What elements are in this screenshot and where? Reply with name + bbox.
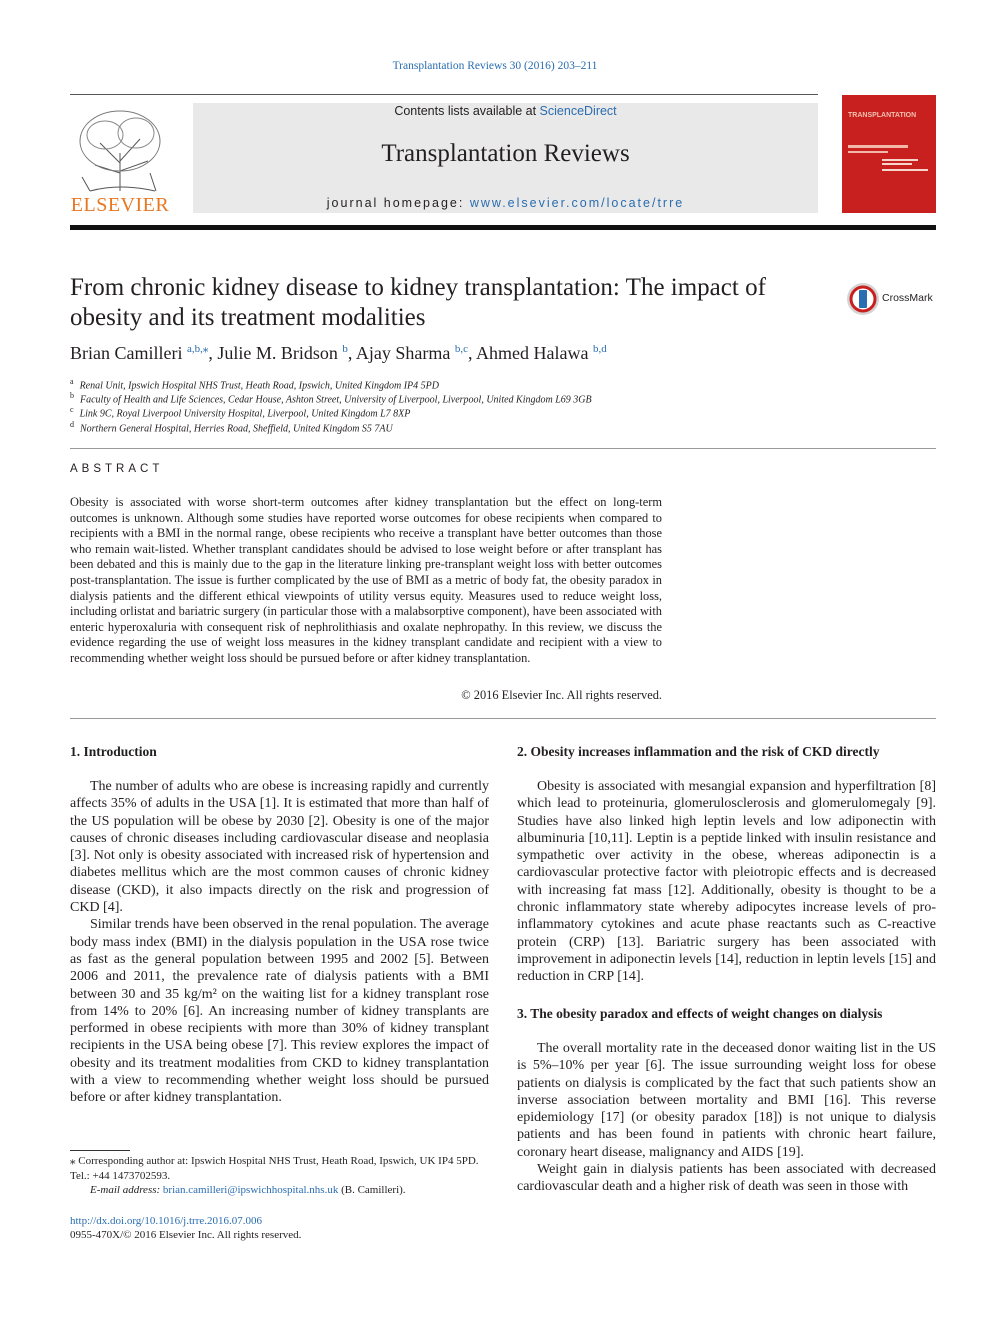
author-affiliation-marker[interactable]: b <box>342 343 348 355</box>
right-column-section-2 <box>517 778 936 986</box>
footnote-rule <box>70 1150 130 1151</box>
author-name[interactable]: Ahmed Halawa <box>476 343 589 363</box>
cover-title: TRANSPLANTATION <box>848 112 917 119</box>
homepage-prefix: journal homepage: <box>326 196 470 210</box>
section-heading: 2. Obesity increases inflammation and the risk of CKD directly <box>517 744 880 759</box>
paragraph: Obesity is associated with mesangial expansion and hyperfiltration [8] which lead to proteinuria, glomerulosclerosis and glomerulomegaly [9]. Studies have also linked high leptin levels and low adiponectin with albuminuria [10,11]. Leptin is a peptide linked with insulin resistance and sympathetic over activity in the obese, whereas adiponectin is a cardiovascular protective factor with pleiotropic effects and is decreased with increasing fat mass [12]. Additionally, obesity is thought to be a chronic inflammatory state whereby adipocytes increase levels of pro-inflammatory cytokines and acute phase reactants such as C-reactive protein (CRP) [13]. Bariatric surgery has been associated with improvement in adiponectin levels [14], reduction in leptin levels [15] and reduction in CRP [14]. <box>517 779 936 985</box>
contents-prefix: Contents lists available at <box>394 104 540 118</box>
paragraph: The overall mortality rate in the deceased donor waiting list in the US is 5%–10% per year [6]. The issue surrounding weight loss for obese patients on dialysis is complicated by the fact that such patients show an inverse association between mortality and BMI [16]. This reverse epidemiology [17] (or obesity paradox [18]) is not unique to dialysis patients and has been found in patients with chronic heart failure, coronary heart disease, malignancy and AIDS [19]. <box>517 1041 936 1160</box>
paragraph: The number of adults who are obese is increasing rapidly and currently affects 35% of adults in the USA [1]. It is estimated that more than half of the US population will be obese by 2030 [2]. Obesity is one of the major causes of chronic diseases including cardiovascular disease and neoplasia [3]. Not only is obesity associated with increased risk of hypertension and diabetes mellitus which are the most common causes of chronic kidney disease (CKD), it also impacts directly on the risk and progression of CKD [4]. <box>70 779 489 916</box>
affiliation: $^b$ Faculty of Health and Life Sciences, Cedar House, Ashton Street, University of Liverpool, Liverpool, United Kingdom L69 3GB <box>70 391 592 406</box>
affiliation: $^d$ Northern General Hospital, Herries Road, Sheffield, United Kingdom S5 7AU <box>70 420 393 435</box>
email-label: E-mail address: <box>90 1184 163 1196</box>
doi-link[interactable]: http://dx.doi.org/10.1016/j.trre.2016.07.006 <box>70 1215 262 1227</box>
homepage-link[interactable]: www.elsevier.com/locate/trre <box>469 196 685 210</box>
affiliation: $^a$ Renal Unit, Ipswich Hospital NHS Trust, Heath Road, Ipswich, United Kingdom IP4 5PD <box>70 377 439 392</box>
issn-line: 0955-470X/© 2016 Elsevier Inc. All rights reserved. <box>70 1229 302 1241</box>
email-line <box>70 1183 490 1198</box>
left-column <box>70 778 489 1107</box>
right-column-section-3 <box>517 1040 936 1196</box>
header-thick-rule <box>70 225 936 230</box>
affiliation: $^c$ Link 9C, Royal Liverpool University Hospital, Liverpool, United Kingdom L7 8XP <box>70 405 411 420</box>
journal-citation[interactable]: Transplantation Reviews 30 (2016) 203–211 <box>392 60 598 72</box>
author-affiliation-marker[interactable]: a,b,⁎ <box>186 343 209 355</box>
corresponding-author-note: ⁎ Corresponding author at: Ipswich Hospital NHS Trust, Heath Road, Ipswich, UK IP4 5PD. Tel.: +44 1473702593. <box>70 1155 479 1182</box>
crossmark-label[interactable]: CrossMark <box>882 292 933 304</box>
abstract-copyright: © 2016 Elsevier Inc. All rights reserved. <box>461 688 662 702</box>
author-affiliation-marker[interactable]: b,d <box>593 343 607 355</box>
author-name[interactable]: Ajay Sharma <box>355 343 451 363</box>
journal-title: Transplantation Reviews <box>381 140 630 167</box>
publisher-logo: ELSEVIER <box>70 194 170 216</box>
email-suffix: (B. Camilleri). <box>338 1184 406 1196</box>
email-link[interactable]: brian.camilleri@ipswichhospital.nhs.uk <box>162 1184 339 1196</box>
contents-line <box>193 104 818 118</box>
sciencedirect-link[interactable]: ScienceDirect <box>539 104 617 118</box>
section-heading: 1. Introduction <box>70 744 157 759</box>
author-affiliation-marker[interactable]: b,c <box>454 343 469 355</box>
author-list: Brian Camilleri $^{a,b,⁎}$, Julie M. Bridson $^b$, Ajay Sharma $^{b,c}$, Ahmed Halawa $^{b,d}$ <box>70 343 607 363</box>
paragraph: Weight gain in dialysis patients has been associated with decreased cardiovascular death and a higher risk of death was seen in those with <box>517 1162 936 1195</box>
header-divider <box>70 94 818 95</box>
paragraph: Similar trends have been observed in the renal population. The average body mass index (BMI) in the dialysis population in the USA rose twice as fast as the general population between 1995 and 2002 [5]. Between 2006 and 2011, the prevalence rate of dialysis patients with a BMI between 30 and 35 kg/m² on the waiting list for a kidney transplant rose from 14% to 20% [6]. An increasing number of kidney transplants are performed in obese recipients with more than 30% of kidney transplant recipients in the USA being obese [7]. This review explores the impact of obesity and its treatment modalities from CKD to kidney transplantation with a view to recommending whether weight loss should be pursued before or after kidney transplantation. <box>70 917 489 1106</box>
section-heading: 3. The obesity paradox and effects of weight changes on dialysis <box>517 1006 883 1021</box>
article-title: From chronic kidney disease to kidney transplantation: The impact of obesity and its treatment modalities <box>70 274 766 331</box>
abstract-text: Obesity is associated with worse short-term outcomes after kidney transplantation but the effect on long-term outcomes is unknown. Although some studies have reported worse outcomes for obese recipients when compared to recipients with a BMI in the normal range, obese recipients who receive a transplant have better outcomes than those who remain wait-listed. Whether transplant candidates should be advised to lose weight before or after transplant has been debated and this is mainly due to the gap in the literature linking pre-transplant weight loss with better outcomes post-transplantation. The issue is further complicated by the use of BMI as a metric of body fat, the obesity paradox in dialysis patients and the different ethical viewpoints of utility versus equity. Measures used to reduce weight loss, including orlistat and bariatric surgery (in particular those with a malabsorptive component), have been associated with enteric hyperoxaluria with consequent risk of nephrolithiasis and oxalate nephropathy. In this review, we discuss the evidence regarding the use of weight loss measures in the kidney transplant candidate and recipient with a view to recommending whether weight loss should be pursued before or after kidney transplantation. <box>70 495 662 665</box>
footnote <box>70 1154 490 1198</box>
author-name[interactable]: Julie M. Bridson <box>217 343 338 363</box>
author-name[interactable]: Brian Camilleri <box>70 343 183 363</box>
divider <box>70 718 936 719</box>
homepage-line <box>193 196 818 210</box>
abstract-heading: ABSTRACT <box>70 463 164 475</box>
divider <box>70 448 936 449</box>
